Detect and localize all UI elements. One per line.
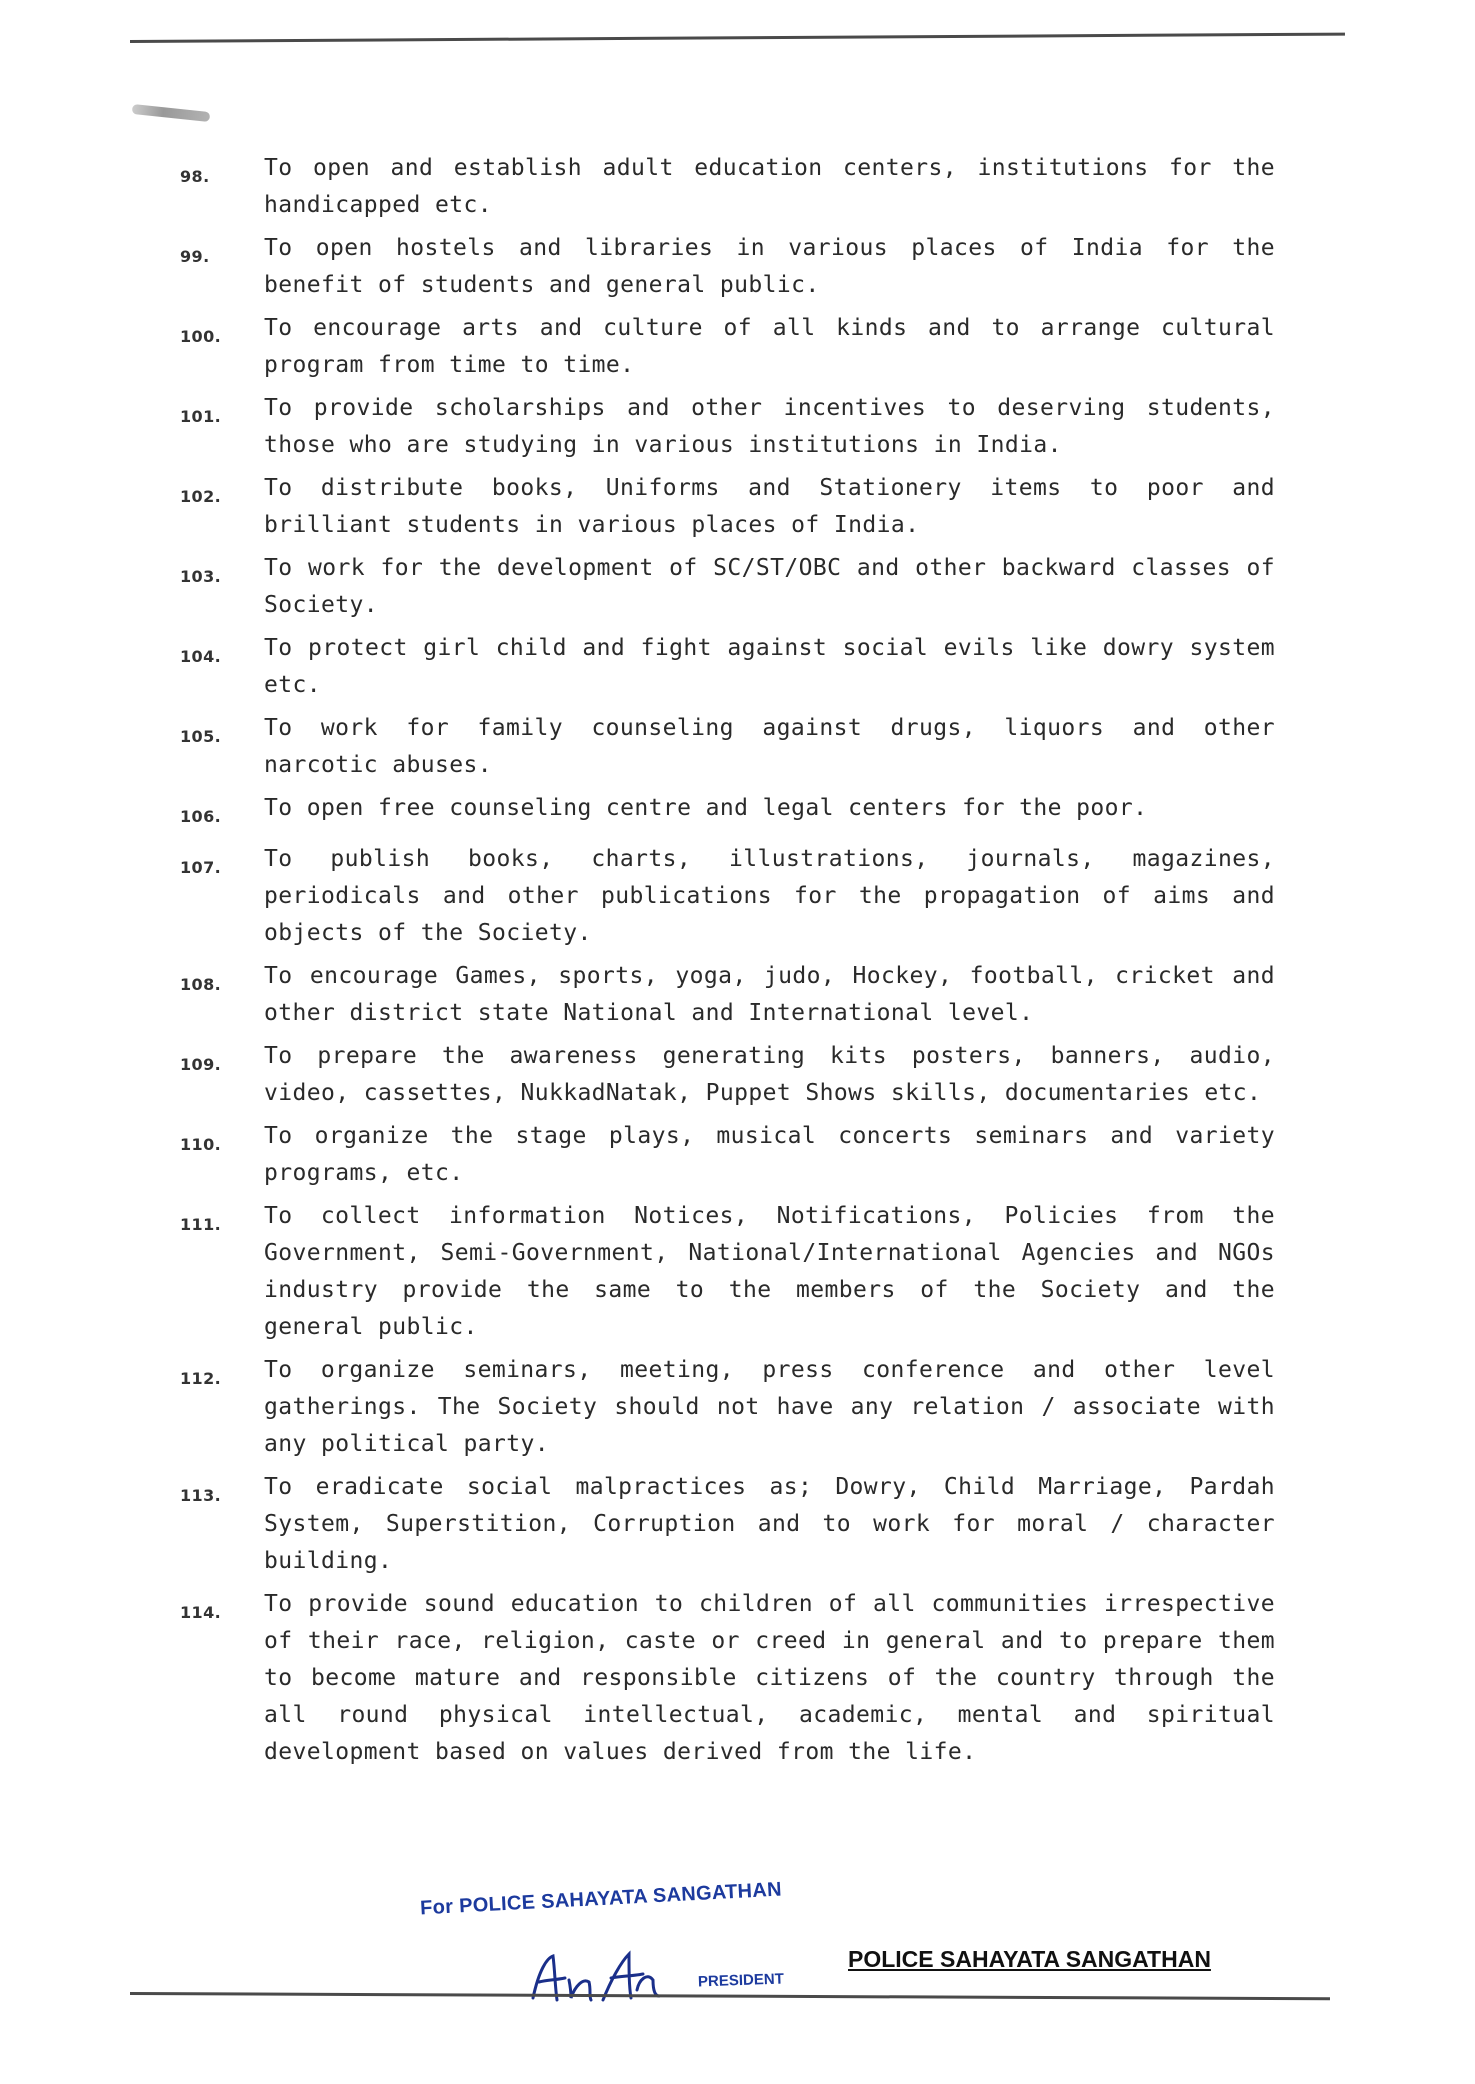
list-item <box>180 310 1275 384</box>
item-text: To collect information Notices, Notifications, Policies from the Government, Semi-Government, National/International Agencies and NGOs industry provide the same to the members of the Society and the general public. <box>264 1203 1275 1340</box>
item-number: 103. <box>180 567 222 586</box>
item-number: 99. <box>180 247 210 266</box>
list-item <box>180 230 1275 304</box>
item-text: To eradicate social malpractices as; Dowry, Child Marriage, Pardah System, Superstition, Corruption and to work for moral / character building. <box>264 1474 1275 1574</box>
list-item <box>180 710 1275 784</box>
item-text: To work for the development of SC/ST/OBC and other backward classes of Society. <box>264 555 1275 618</box>
list-item <box>180 150 1275 224</box>
item-number: 109. <box>180 1055 222 1074</box>
list-item <box>180 1118 1275 1192</box>
list-item <box>180 1352 1275 1463</box>
item-text: To distribute books, Uniforms and Stationery items to poor and brilliant students in various places of India. <box>264 475 1275 538</box>
item-number: 102. <box>180 487 222 506</box>
item-number: 106. <box>180 807 222 826</box>
item-text: To organize the stage plays, musical concerts seminars and variety programs, etc. <box>264 1123 1275 1186</box>
list-item <box>180 390 1275 464</box>
signature-image <box>525 1950 675 2006</box>
footer-organization: POLICE SAHAYATA SANGATHAN <box>848 1946 1211 1972</box>
item-number: 105. <box>180 727 222 746</box>
item-text: To encourage Games, sports, yoga, judo, Hockey, football, cricket and other district state National and International level. <box>264 963 1275 1026</box>
scan-smudge <box>132 104 211 122</box>
item-text: To organize seminars, meeting, press conference and other level gatherings. The Society should not have any relation / associate with any political party. <box>264 1357 1275 1457</box>
item-number: 101. <box>180 407 222 426</box>
item-text: To publish books, charts, illustrations, journals, magazines, periodicals and other publications for the propagation of aims and objects of the Society. <box>264 846 1275 946</box>
item-text: To provide scholarships and other incentives to deserving students, those who are studying in various institutions in India. <box>264 395 1275 458</box>
item-text: To open and establish adult education centers, institutions for the handicapped etc. <box>264 155 1275 218</box>
item-number: 107. <box>180 858 222 877</box>
item-number: 110. <box>180 1135 222 1154</box>
item-number: 112. <box>180 1369 222 1388</box>
item-number: 111. <box>180 1215 222 1234</box>
bottom-rule <box>130 1992 1330 2000</box>
top-rule <box>130 33 1345 43</box>
list-item <box>180 1198 1275 1346</box>
list-item <box>180 1586 1275 1771</box>
item-number: 98. <box>180 167 210 186</box>
item-number: 114. <box>180 1603 222 1622</box>
list-item <box>180 841 1275 952</box>
item-text: To open free counseling centre and legal centers for the poor. <box>264 795 1148 821</box>
item-text: To provide sound education to children of all communities irrespective of their race, religion, caste or creed in general and to prepare them to become mature and responsible citizens of the country through the all round physical intellectual, academic, mental and spiritual development based on values derived from the life. <box>264 1591 1275 1765</box>
item-number: 100. <box>180 327 222 346</box>
list-item <box>180 470 1275 544</box>
item-number: 113. <box>180 1486 222 1505</box>
item-number: 108. <box>180 975 222 994</box>
item-number: 104. <box>180 647 222 666</box>
item-text: To encourage arts and culture of all kinds and to arrange cultural program from time to time. <box>264 315 1275 378</box>
item-text: To open hostels and libraries in various places of India for the benefit of students and general public. <box>264 235 1275 298</box>
stamp-president: PRESIDENT <box>697 1970 785 1991</box>
list-item <box>180 630 1275 704</box>
item-text: To prepare the awareness generating kits posters, banners, audio, video, cassettes, NukkadNatak, Puppet Shows skills, documentaries etc. <box>264 1043 1275 1106</box>
item-text: To protect girl child and fight against social evils like dowry system etc. <box>264 635 1275 698</box>
list-item <box>180 790 1275 835</box>
objectives-list <box>180 150 1275 1777</box>
stamp-organization: For POLICE SAHAYATA SANGATHAN <box>419 1878 783 1920</box>
list-item <box>180 1469 1275 1580</box>
item-text: To work for family counseling against drugs, liquors and other narcotic abuses. <box>264 715 1275 778</box>
list-item <box>180 1038 1275 1112</box>
list-item <box>180 958 1275 1032</box>
list-item <box>180 550 1275 624</box>
